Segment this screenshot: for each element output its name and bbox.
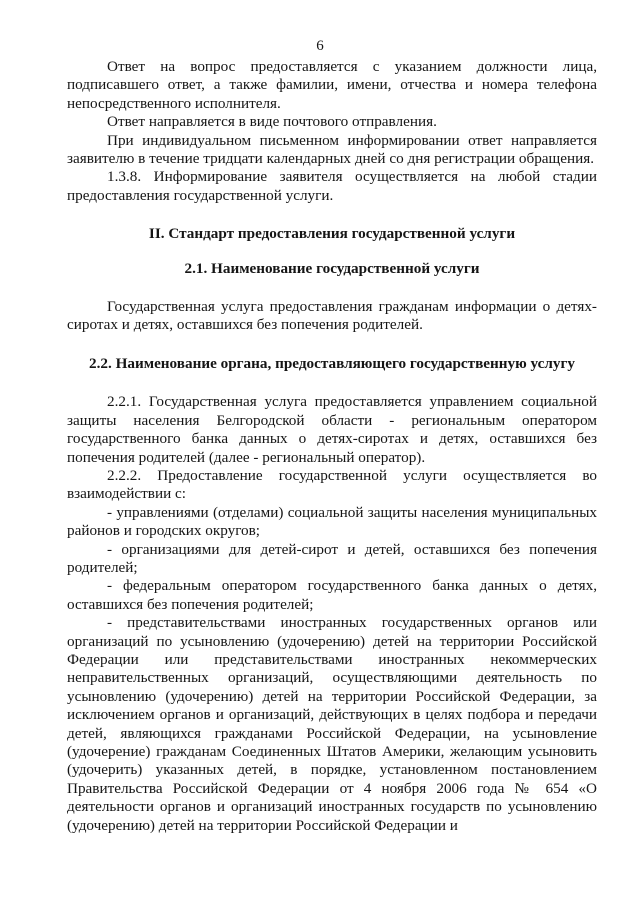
subsection-title: 2.2. Наименование органа, предоставляющего государственную услугу [88, 354, 576, 372]
document-body [67, 58, 597, 835]
list-item: - организациями для детей-сирот и детей, оставшихся без попечения родителей; [67, 540, 597, 576]
list-item: - управлениями (отделами) социальной защиты населения муниципальных районов и городских округов; [67, 503, 597, 540]
paragraph: Ответ направляется в виде почтового отправления. [107, 113, 437, 131]
paragraph: 1.3.8. Информирование заявителя осуществляется на любой стадии предоставления государственной услуги. [67, 168, 597, 204]
list-item: - представительствами иностранных государственных органов или организаций по усыновлению (удочерению) детей на территории Российской Федерации или представительствами иностранных некоммерческих неправительственных организаций, осуществляющими деятельность по усыновлению (удочерению) детей на территории Российской Федерации, за исключением органов и организаций, действующих в целях подбора и передачи детей, являющихся гражданами Российской Федерации, на усыновление (удочерение) гражданам Соединенных Штатов Америки, желающим усыновить (удочерить) указанных детей, в порядке, установленном постановлением Правительства Российской Федерации от 4 ноября 2006 года № 654 «О деятельности органов и организаций иностранных государств по усыновлению (удочерению) детей на территории Российской Федерации и [67, 614, 597, 834]
paragraph: 2.2.1. Государственная услуга предоставляется управлением социальной защиты населения Белгородской области - региональным оператором государственного банка данных о детях-сиротах и детях, оставшихся без попечения родителей (далее - региональный оператор). [67, 393, 597, 466]
list-item: - федеральным оператором государственного банка данных о детях, оставшихся без попечения родителей; [67, 577, 597, 613]
page-number: 6 [316, 38, 324, 54]
paragraph: Ответ на вопрос предоставляется с указанием должности лица, подписавшего ответ, а также фамилии, имени, отчества и номера телефона непосредственного исполнителя. [67, 58, 597, 112]
paragraph: Государственная услуга предоставления гражданам информации о детях-сиротах и детях, оставшихся без попечения родителей. [67, 298, 597, 334]
paragraph: При индивидуальном письменном информировании ответ направляется заявителю в течение тридцати календарных дней со дня регистрации обращения. [67, 131, 597, 168]
subsection-title: 2.1. Наименование государственной услуги [184, 259, 480, 277]
paragraph: 2.2.2. Предоставление государственной услуги осуществляется во взаимодействии с: [67, 466, 597, 503]
section-title: II. Стандарт предоставления государственной услуги [148, 225, 516, 243]
